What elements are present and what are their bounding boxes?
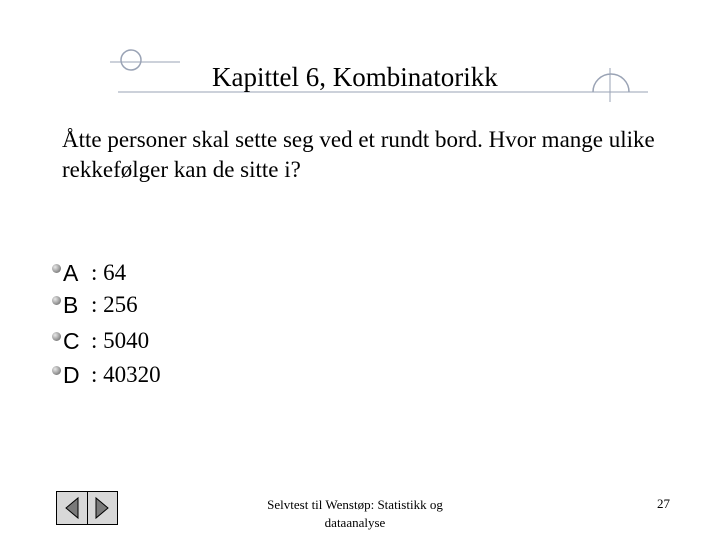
option-text: : 5040 <box>91 328 150 353</box>
option-text: : 256 <box>91 292 138 317</box>
bullet-icon <box>52 296 61 305</box>
slide-title: Kapittel 6, Kombinatorikk <box>212 62 498 92</box>
navigation-buttons <box>56 491 118 525</box>
decoration-circle-top <box>121 50 141 70</box>
option-b <box>52 289 138 321</box>
option-letter: D <box>63 361 80 388</box>
option-letter: C <box>63 327 80 354</box>
option-c <box>52 325 149 357</box>
option-letter: B <box>63 291 79 318</box>
option-text: : 40320 <box>91 362 161 387</box>
question-text: Åtte personer skal sette seg ved et rundt bord. Hvor mange ulike rekkefølger kan de sitte i? <box>62 127 655 182</box>
bullet-icon <box>52 366 61 375</box>
bullet-icon <box>52 332 61 341</box>
option-a <box>52 257 126 289</box>
bullet-icon <box>52 264 61 273</box>
option-d <box>52 359 161 391</box>
page-number: 27 <box>657 496 670 511</box>
arrow-right-icon <box>94 496 110 520</box>
footer-text: Selvtest til Wenstøp: Statistikk og dataanalyse <box>267 497 443 530</box>
decoration-arc-right <box>593 74 629 92</box>
option-text: : 64 <box>91 260 127 285</box>
previous-slide-button[interactable] <box>57 492 88 524</box>
arrow-left-icon <box>64 496 80 520</box>
option-letter: A <box>63 259 79 286</box>
next-slide-button[interactable] <box>88 492 118 524</box>
